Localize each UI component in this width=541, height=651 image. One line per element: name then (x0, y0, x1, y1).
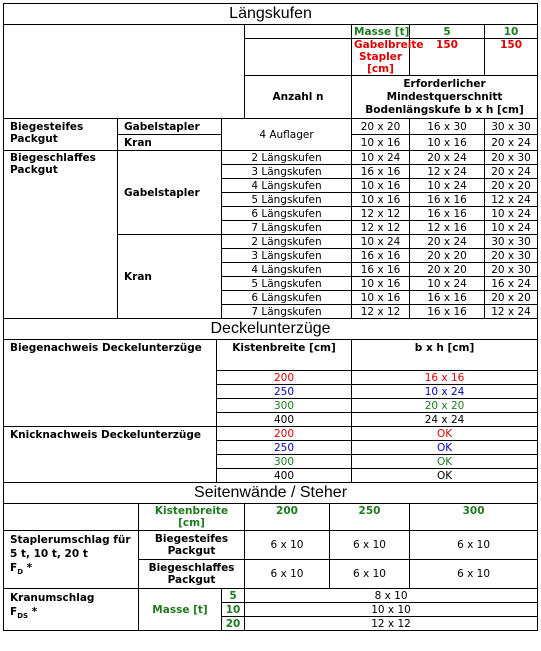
querschnitt-value: 10 x 24 (485, 221, 538, 235)
laengskufen-count: 2 Längskufen (222, 151, 352, 165)
bxh-value: 10 x 24 (352, 385, 538, 399)
biegesteifes-packgut-label: Biegesteifes Packgut (4, 119, 118, 151)
querschnitt-value: 12 x 16 (410, 221, 485, 235)
fds-symbol: $F_{DS}$ * (10, 606, 38, 621)
bxh-value: 16 x 16 (352, 371, 538, 385)
knicknachweis-label: Knicknachweis Deckelunterzüge (4, 427, 217, 483)
querschnitt-value: 10 x 16 (352, 277, 410, 291)
section-title-seitenwaende: Seitenwände / Steher (4, 483, 538, 504)
querschnitt-value: 16 x 16 (410, 305, 485, 319)
querschnitt-value: 10 x 16 (352, 179, 410, 193)
laengskufen-count: 3 Längskufen (222, 165, 352, 179)
querschnitt-value: 20 x 20 (352, 119, 410, 135)
kran-label: Kran (118, 235, 222, 319)
knick-status: OK (352, 427, 538, 441)
querschnitt-value: 16 x 30 (410, 119, 485, 135)
querschnitt-value: 12 x 12 (352, 221, 410, 235)
querschnitt-value: 10 x 16 (352, 135, 410, 151)
laengskufen-count: 7 Längskufen (222, 305, 352, 319)
kistenbreite-value: 300 (410, 504, 538, 531)
kistenbreite-label: Kistenbreite [cm] (139, 504, 245, 531)
querschnitt-value: 10 x 16 (352, 193, 410, 207)
querschnitt-value: 10 x 24 (410, 179, 485, 193)
querschnitt-value: 16 x 24 (485, 277, 538, 291)
laengskufen-count: 3 Längskufen (222, 249, 352, 263)
kistenbreite-value: 400 (217, 413, 352, 427)
querschnitt-value: 12 x 12 (352, 305, 410, 319)
section-title-laengskufen: Längskufen (4, 4, 538, 25)
empty-cell (4, 25, 245, 119)
laengskufen-count: 2 Längskufen (222, 235, 352, 249)
querschnitt-value: 30 x 30 (485, 235, 538, 249)
biegenachweis-label: Biegenachweis Deckelunterzüge (4, 340, 217, 427)
querschnitt-value: 30 x 30 (485, 119, 538, 135)
laengskufen-count: 6 Längskufen (222, 207, 352, 221)
querschnitt-value: 20 x 30 (485, 151, 538, 165)
querschnitt-value: 12 x 12 (352, 207, 410, 221)
knick-status: OK (352, 441, 538, 455)
masse-label: Masse [t] (352, 25, 410, 39)
kistenbreite-value: 250 (217, 441, 352, 455)
empty-cell (245, 39, 352, 76)
querschnitt-value: 10 x 24 (485, 207, 538, 221)
querschnitt-value: 20 x 20 (410, 263, 485, 277)
laengskufen-count: 5 Längskufen (222, 277, 352, 291)
empty-cell (4, 504, 139, 531)
querschnitt-value: 16 x 16 (410, 193, 485, 207)
querschnitt-value: 20 x 20 (410, 249, 485, 263)
querschnitt-value: 16 x 16 (410, 291, 485, 305)
querschnitt-value: 20 x 24 (485, 135, 538, 151)
querschnitt-value: 16 x 16 (410, 207, 485, 221)
querschnitt-value: 12 x 24 (485, 193, 538, 207)
mindestquerschnitt-label: Erforderlicher Mindestquerschnitt Bodenlängskufe b x h [cm] (352, 76, 538, 119)
anzahl-label: Anzahl n (245, 76, 352, 119)
biegeschlaffes-packgut-label: Biegeschlaffes Packgut (139, 560, 245, 589)
querschnitt-value: 10 x 24 (352, 235, 410, 249)
querschnitt-value: 20 x 24 (410, 151, 485, 165)
masse-value: 5 (410, 25, 485, 39)
bxh-value: 24 x 24 (352, 413, 538, 427)
querschnitt-value: 16 x 16 (352, 263, 410, 277)
steher-value: 6 x 10 (330, 560, 410, 589)
steher-value: 6 x 10 (330, 531, 410, 560)
querschnitt-value: 10 x 24 (410, 277, 485, 291)
steher-value: 6 x 10 (410, 531, 538, 560)
querschnitt-value: 20 x 24 (485, 165, 538, 179)
masse-value: 10 (222, 603, 245, 617)
staplerumschlag-cell (4, 531, 139, 589)
laengskufen-count: 4 Längskufen (222, 179, 352, 193)
laengskufen-count: 5 Längskufen (222, 193, 352, 207)
querschnitt-value: 12 x 24 (485, 305, 538, 319)
steher-value: 10 x 10 (245, 603, 538, 617)
kranumschlag-label: Kranumschlag (10, 592, 95, 604)
querschnitt-value: 20 x 30 (485, 263, 538, 277)
kistenbreite-value: 400 (217, 469, 352, 483)
gabelbreite-label: Gabelbreite Stapler [cm] (352, 39, 410, 76)
steher-value: 8 x 10 (245, 589, 538, 603)
gabelbreite-value: 150 (410, 39, 485, 76)
empty-cell (245, 25, 352, 39)
biegeschlaffes-packgut-label: Biegeschlaffes Packgut (4, 151, 118, 319)
gabelstapler-label: Gabelstapler (118, 151, 222, 235)
querschnitt-value: 20 x 20 (485, 179, 538, 193)
gabelstapler-label: Gabelstapler (118, 119, 222, 135)
laengskufen-count: 4 Längskufen (222, 263, 352, 277)
auflager-value: 4 Auflager (222, 119, 352, 151)
kran-label: Kran (118, 135, 222, 151)
laengskufen-count: 7 Längskufen (222, 221, 352, 235)
querschnitt-value: 20 x 20 (485, 291, 538, 305)
masse-label: Masse [t] (139, 589, 222, 631)
section-title-deckelunterzuege: Deckelunterzüge (4, 319, 538, 340)
kistenbreite-label: Kistenbreite [cm] (217, 340, 352, 371)
querschnitt-value: 16 x 16 (352, 249, 410, 263)
kranumschlag-cell (4, 589, 139, 631)
kistenbreite-value: 300 (217, 399, 352, 413)
querschnitt-value: 10 x 16 (410, 135, 485, 151)
steher-value: 6 x 10 (410, 560, 538, 589)
masse-value: 10 (485, 25, 538, 39)
kistenbreite-value: 250 (330, 504, 410, 531)
steher-value: 12 x 12 (245, 617, 538, 631)
querschnitt-value: 16 x 16 (352, 165, 410, 179)
kistenbreite-value: 200 (217, 427, 352, 441)
gabelbreite-value: 150 (485, 39, 538, 76)
masse-value: 5 (222, 589, 245, 603)
bxh-value: 20 x 20 (352, 399, 538, 413)
kistenbreite-value: 200 (245, 504, 330, 531)
steher-value: 6 x 10 (245, 560, 330, 589)
knick-status: OK (352, 469, 538, 483)
kistenbreite-value: 200 (217, 371, 352, 385)
querschnitt-value: 20 x 30 (485, 249, 538, 263)
steher-value: 6 x 10 (245, 531, 330, 560)
querschnitt-value: 10 x 24 (352, 151, 410, 165)
main-table (3, 3, 538, 631)
bxh-label: b x h [cm] (352, 340, 538, 371)
laengskufen-count: 6 Längskufen (222, 291, 352, 305)
stapler-label: Staplerumschlag für 5 t, 10 t, 20 t (10, 534, 131, 560)
querschnitt-value: 12 x 24 (410, 165, 485, 179)
biegesteifes-packgut-label: Biegesteifes Packgut (139, 531, 245, 560)
kistenbreite-value: 300 (217, 455, 352, 469)
knick-status: OK (352, 455, 538, 469)
fd-symbol: $F_D$ * (10, 562, 33, 577)
masse-value: 20 (222, 617, 245, 631)
querschnitt-value: 10 x 16 (352, 291, 410, 305)
querschnitt-value: 20 x 24 (410, 235, 485, 249)
kistenbreite-value: 250 (217, 385, 352, 399)
